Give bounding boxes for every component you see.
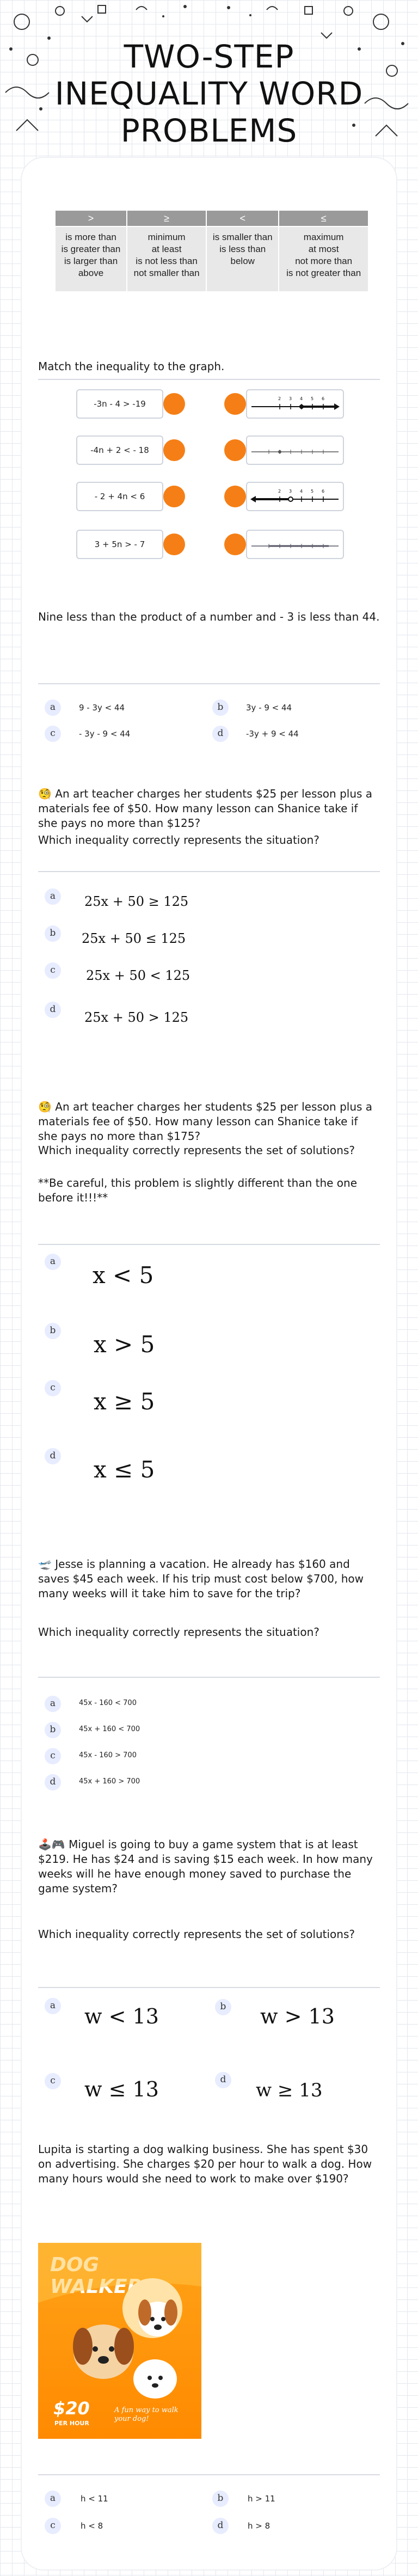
option-a-badge[interactable]: a (45, 2491, 61, 2507)
match-graph-1[interactable] (246, 389, 344, 419)
option-d-badge[interactable]: d (215, 2072, 231, 2088)
symbol-ge: ≥ (127, 210, 206, 226)
match-connector-left-1[interactable] (163, 393, 185, 415)
option-a-badge[interactable]: a (45, 888, 61, 905)
divider (38, 2474, 380, 2475)
match-connector-right-2[interactable] (224, 439, 246, 461)
poster-price: $20 (53, 2398, 90, 2419)
number-line-icon (247, 483, 343, 510)
option-d-text[interactable]: x ≤ 5 (94, 1456, 155, 1483)
option-b-text[interactable]: x > 5 (94, 1331, 155, 1358)
option-a-badge[interactable]: a (45, 1998, 61, 2014)
option-a-text[interactable]: h < 11 (81, 2494, 108, 2504)
match-connector-right-1[interactable] (224, 393, 246, 415)
svg-text:3: 3 (289, 396, 292, 401)
number-line-icon (247, 531, 343, 558)
poster-price-sub: PER HOUR (54, 2420, 89, 2427)
option-c-text[interactable]: - 3y - 9 < 44 (79, 729, 131, 739)
question-6-sub: Which inequality correctly represents the set of solutions? (38, 1928, 355, 1941)
option-c-text[interactable]: h < 8 (81, 2521, 103, 2531)
phrases-gt: is more than is greater than is larger than above (55, 226, 127, 292)
question-1-prompt: Match the inequality to the graph. (38, 360, 225, 373)
divider (38, 683, 380, 684)
symbol-le: ≤ (279, 210, 368, 226)
match-graph-4[interactable] (246, 530, 344, 559)
option-d-badge[interactable]: d (45, 1448, 61, 1464)
option-a-text[interactable]: w < 13 (84, 2004, 159, 2028)
option-b-badge[interactable]: b (45, 1323, 61, 1339)
phrases-le: maximum at most not more than is not greater than (279, 226, 368, 292)
option-d-text[interactable]: 45x + 160 > 700 (79, 1777, 140, 1786)
option-b-text[interactable]: 25x + 50 ≤ 125 (82, 931, 186, 946)
option-b-text[interactable]: 3y - 9 < 44 (246, 703, 292, 713)
question-4-note: **Be careful, this problem is slightly different than the one before it!!!** (38, 1176, 358, 1204)
option-d-badge[interactable]: d (212, 726, 229, 742)
title-line-2: INEQUALITY WORD (54, 75, 364, 112)
match-left-3[interactable]: - 2 + 4n < 6 (76, 482, 163, 511)
option-b-badge[interactable]: b (212, 700, 229, 716)
divider (38, 379, 380, 380)
divider (38, 1987, 380, 1988)
divider (38, 1677, 380, 1678)
option-a-text[interactable]: 9 - 3y < 44 (79, 703, 125, 713)
phrases-lt: is smaller than is less than below (206, 226, 279, 292)
divider (38, 871, 380, 872)
option-d-text[interactable]: 25x + 50 > 125 (84, 1010, 189, 1025)
svg-text:6: 6 (322, 489, 325, 494)
svg-text:6: 6 (322, 396, 325, 401)
option-a-badge[interactable]: a (45, 700, 61, 716)
match-connector-left-2[interactable] (163, 439, 185, 461)
question-4-sub: Which inequality correctly represents the set of solutions? (38, 1144, 355, 1157)
option-d-badge[interactable]: d (45, 1774, 61, 1790)
option-b-text[interactable]: 45x + 160 < 700 (79, 1725, 140, 1733)
option-c-badge[interactable]: c (45, 2518, 61, 2534)
option-d-text[interactable]: -3y + 9 < 44 (246, 729, 299, 739)
option-c-badge[interactable]: c (45, 726, 61, 742)
question-3-sub: Which inequality correctly represents the situation? (38, 833, 319, 847)
divider (38, 1244, 380, 1245)
question-2-prompt: Nine less than the product of a number and - 3 is less than 44. (38, 610, 380, 623)
svg-text:4: 4 (300, 489, 303, 494)
svg-text:5: 5 (311, 396, 314, 401)
svg-text:2: 2 (278, 396, 281, 401)
page-title (0, 38, 418, 149)
question-3-prompt: 🧐 An art teacher charges her students $25 per lesson plus a materials fee of $50. How many lesson can Shanice take if she pays no more than $125? (38, 787, 373, 830)
dog-walker-poster (38, 2243, 201, 2439)
question-5-sub: Which inequality correctly represents the situation? (38, 1626, 319, 1639)
option-c-text[interactable]: x ≥ 5 (94, 1388, 155, 1415)
option-b-badge[interactable]: b (45, 1722, 61, 1738)
option-b-badge[interactable]: b (212, 2491, 229, 2507)
match-connector-left-4[interactable] (163, 533, 185, 555)
match-connector-right-4[interactable] (224, 533, 246, 555)
number-line-icon (247, 437, 343, 464)
option-b-badge[interactable]: b (215, 1999, 231, 2015)
option-c-badge[interactable]: c (45, 2073, 61, 2089)
option-a-badge[interactable]: a (45, 1254, 61, 1270)
option-a-text[interactable]: x < 5 (93, 1262, 154, 1289)
match-graph-3[interactable] (246, 482, 344, 511)
title-line-1: TWO-STEP (124, 38, 294, 75)
svg-text:3: 3 (289, 489, 292, 494)
option-c-badge[interactable]: c (45, 962, 61, 979)
question-5-prompt: 🛫 Jesse is planning a vacation. He already has $160 and saves $45 each week. If his trip must cost below $700, how many weeks will it take him to save for the trip? (38, 1557, 364, 1600)
match-connector-right-3[interactable] (224, 486, 246, 507)
match-left-2[interactable]: -4n + 2 < - 18 (76, 436, 163, 465)
option-d-text[interactable]: w ≥ 13 (256, 2080, 323, 2101)
option-c-text[interactable]: 25x + 50 < 125 (86, 968, 190, 983)
match-connector-left-3[interactable] (163, 486, 185, 507)
option-a-badge[interactable]: a (45, 1696, 61, 1712)
option-a-text[interactable]: 45x - 160 < 700 (79, 1699, 137, 1707)
option-b-text[interactable]: w > 13 (260, 2004, 335, 2028)
worksheet-card (22, 158, 396, 2569)
svg-text:5: 5 (311, 489, 314, 494)
title-line-3: PROBLEMS (120, 112, 298, 149)
option-d-badge[interactable]: d (212, 2518, 229, 2534)
option-d-badge[interactable]: d (45, 1002, 61, 1018)
option-a-text[interactable]: 25x + 50 ≥ 125 (84, 894, 189, 909)
svg-text:4: 4 (300, 396, 303, 401)
option-b-text[interactable]: h > 11 (248, 2494, 275, 2504)
number-line-icon (247, 390, 343, 418)
match-graph-2[interactable] (246, 436, 344, 465)
question-7-prompt: Lupita is starting a dog walking business. She has spent $30 on advertising. She charges $20 per hour to walk a dog. How many hours would she need to work to make over $190? (38, 2143, 372, 2185)
phrases-ge: minimum at least is not less than not smaller than (127, 226, 206, 292)
poster-tagline: A fun way to walk your dog! (114, 2406, 179, 2423)
option-b-badge[interactable]: b (45, 925, 61, 942)
match-left-4[interactable]: 3 + 5n > - 7 (76, 530, 163, 559)
match-left-1[interactable]: -3n - 4 > -19 (76, 389, 163, 419)
svg-text:2: 2 (278, 489, 281, 494)
question-4-prompt: 🧐 An art teacher charges her students $25 per lesson plus a materials fee of $50. How many lesson can Shanice take if she pays no more than $175? (38, 1100, 373, 1143)
inequality-key-table (54, 210, 369, 292)
option-c-text[interactable]: 45x - 160 > 700 (79, 1751, 137, 1759)
option-c-text[interactable]: w ≤ 13 (84, 2077, 159, 2101)
symbol-lt: < (206, 210, 279, 226)
symbol-gt: > (55, 210, 127, 226)
option-d-text[interactable]: h > 8 (248, 2521, 271, 2531)
question-6-prompt: 🕹️🎮 Miguel is going to buy a game system that is at least $219. He has $24 and is saving $15 each week. In how many weeks will he have enough money saved to purchase the game system? (38, 1838, 373, 1895)
option-c-badge[interactable]: c (45, 1380, 61, 1396)
option-c-badge[interactable]: c (45, 1748, 61, 1764)
